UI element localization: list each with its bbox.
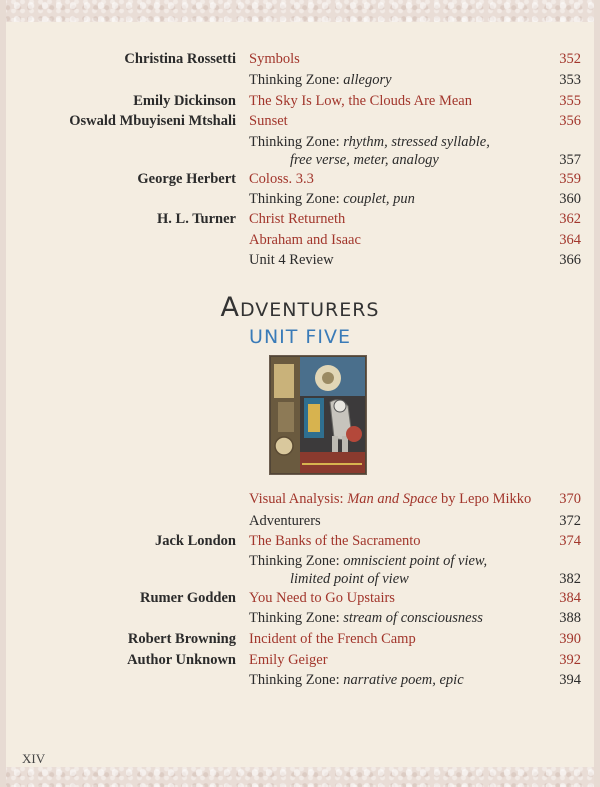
toc-title: [249, 552, 487, 570]
toc-entry: [0, 71, 600, 91]
toc-page-number: 357: [559, 152, 581, 168]
toc-author: George Herbert: [137, 171, 236, 187]
toc-title-italic: allegory: [343, 72, 392, 88]
toc-author: Oswald Mbuyiseni Mtshali: [69, 113, 236, 129]
toc-title: Sunset: [249, 113, 288, 129]
toc-title-italic: stream of consciousness: [343, 610, 483, 626]
toc-title: Incident of the French Camp: [249, 631, 416, 647]
toc-author: Author Unknown: [127, 652, 236, 668]
toc-page-number: 388: [559, 610, 581, 626]
toc-title-prefix: Visual Analysis:: [249, 491, 348, 507]
toc-title: Christ Returneth: [249, 211, 346, 227]
toc-entry: [0, 630, 600, 650]
toc-entry: [0, 133, 600, 171]
decorative-top-border: [0, 0, 600, 22]
toc-title-line2: free verse, meter, analogy: [290, 152, 439, 168]
toc-entry: [0, 50, 600, 70]
toc-page-number: 359: [559, 171, 581, 187]
toc-title-prefix: Thinking Zone:: [249, 72, 344, 88]
toc-entry: [0, 671, 600, 691]
toc-entry: [0, 190, 600, 210]
toc-title-prefix: Thinking Zone:: [249, 553, 344, 569]
toc-entry: [0, 231, 600, 251]
toc-title-prefix: Thinking Zone:: [249, 134, 344, 150]
toc-page-number: 384: [559, 590, 581, 606]
toc-title: [249, 190, 415, 208]
toc-title: [249, 490, 531, 508]
toc-page-number: 364: [559, 232, 581, 248]
toc-entry: [0, 92, 600, 112]
unit-subheading: UNIT FIVE: [249, 326, 351, 348]
toc-author: Christina Rossetti: [124, 51, 236, 67]
toc-page-number: 394: [559, 672, 581, 688]
toc-author: Rumer Godden: [139, 590, 236, 606]
toc-title: Abraham and Isaac: [249, 232, 361, 248]
toc-title: [249, 671, 464, 689]
toc-title: The Sky Is Low, the Clouds Are Mean: [249, 93, 472, 109]
toc-page-number: 370: [559, 491, 581, 507]
toc-title-line2: limited point of view: [290, 571, 409, 587]
toc-page-number: 382: [559, 571, 581, 587]
toc-author: Emily Dickinson: [133, 93, 236, 109]
toc-page-number: 366: [559, 252, 581, 268]
toc-entry: [0, 210, 600, 230]
toc-entry: [0, 532, 600, 552]
toc-title-italic: narrative poem, epic: [343, 672, 464, 688]
toc-title: The Banks of the Sacramento: [249, 533, 421, 549]
toc-page-number: 352: [559, 51, 581, 67]
toc-author: H. L. Turner: [157, 211, 236, 227]
artwork-illustration: [270, 356, 366, 474]
toc-title: You Need to Go Upstairs: [249, 590, 395, 606]
toc-title: [249, 609, 483, 627]
toc-page-number: 356: [559, 113, 581, 129]
toc-title-italic: Man and Space: [347, 491, 438, 507]
toc-author: Robert Browning: [127, 631, 236, 647]
man-and-space-artwork: [269, 355, 367, 475]
toc-entry: [0, 112, 600, 132]
toc-entry: [0, 251, 600, 271]
page-folio: XIV: [22, 751, 46, 766]
toc-entry: [0, 589, 600, 609]
toc-title: [249, 133, 490, 151]
toc-entry: [0, 490, 600, 510]
toc-title: Unit 4 Review: [249, 252, 334, 268]
toc-entry: [0, 552, 600, 590]
toc-title: [249, 71, 392, 89]
toc-page-number: 372: [559, 513, 581, 529]
toc-author: Jack London: [155, 533, 236, 549]
toc-title-suffix: by Lepo Mikko: [437, 491, 532, 507]
toc-entry: [0, 609, 600, 629]
toc-page-number: 360: [559, 191, 581, 207]
toc-title-prefix: Thinking Zone:: [249, 610, 344, 626]
toc-page-number: 392: [559, 652, 581, 668]
toc-entry: [0, 170, 600, 190]
toc-title: Coloss. 3.3: [249, 171, 314, 187]
toc-title-prefix: Thinking Zone:: [249, 191, 344, 207]
unit-heading: Adventurers: [220, 292, 380, 323]
toc-title: Emily Geiger: [249, 652, 328, 668]
toc-page-number: 353: [559, 72, 581, 88]
decorative-bottom-border: [0, 767, 600, 787]
toc-page-number: 374: [559, 533, 581, 549]
toc-entry: [0, 651, 600, 671]
toc-entry: [0, 512, 600, 532]
toc-page-number: 362: [559, 211, 581, 227]
toc-title: Symbols: [249, 51, 300, 67]
toc-title-italic: omniscient point of view,: [343, 553, 488, 569]
toc-title-prefix: Thinking Zone:: [249, 672, 344, 688]
toc-title: Adventurers: [249, 513, 321, 529]
toc-title-italic: couplet, pun: [343, 191, 415, 207]
toc-page-number: 355: [559, 93, 581, 109]
toc-page-number: 390: [559, 631, 581, 647]
toc-title-italic: rhythm, stressed syllable,: [343, 134, 490, 150]
